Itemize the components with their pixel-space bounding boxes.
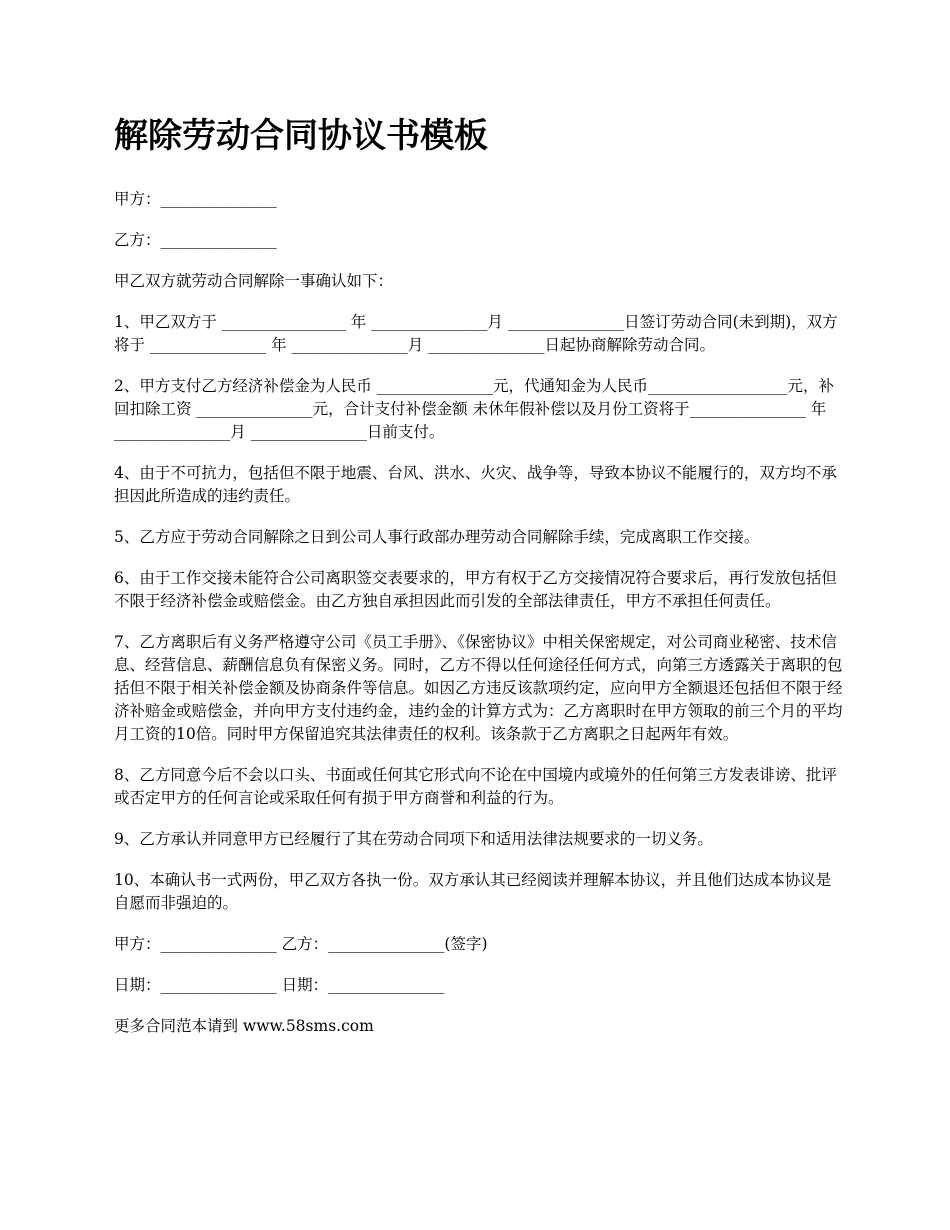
- signature-line: 甲方：_______________ 乙方：_______________(签字): [114, 935, 488, 953]
- date-line: 日期：_______________ 日期：_______________: [114, 976, 445, 994]
- clause-10: 10、本确认书一式两份，甲乙双方各执一份。双方承认其已经阅读并理解本协议，并且他们达成本协议是自愿而非强迫的。: [114, 871, 832, 912]
- party-b-line: 乙方：_______________: [114, 231, 277, 249]
- footer-link-text: 更多合同范本请到 www.58sms.com: [114, 1017, 374, 1035]
- intro-paragraph: 甲乙双方就劳动合同解除一事确认如下：: [114, 272, 394, 290]
- clause-1: 1、甲乙双方于 ________________ 年 _______________月 _______________日签订劳动合同(未到期)，双方将于 _______________ 年 _______________月 _______________日起协商解除劳动合同。: [114, 313, 838, 354]
- party-a-line: 甲方：_______________: [114, 190, 277, 208]
- document-title: 解除劳动合同协议书模板: [114, 116, 488, 156]
- clause-6: 6、由于工作交接未能符合公司离职签交表要求的，甲方有权于乙方交接情况符合要求后，再行发放包括但不限于经济补偿金或赔偿金。由乙方独自承担因此而引发的全部法律责任，甲方不承担任何责任。: [114, 569, 837, 610]
- clause-9: 9、乙方承认并同意甲方已经履行了其在劳动合同项下和适用法律法规要求的一切义务。: [114, 830, 713, 848]
- clause-7: 7、乙方离职后有义务严格遵守公司《员工手册》、《保密协议》中相关保密规定，对公司商业秘密、技术信息、经营信息、薪酬信息负有保密义务。同时，乙方不得以任何途径任何方式，向第三方透露关于离职的包括但不限于相关补偿金额及协商条件等信息。如因乙方违反该款项约定，应向甲方全额退还包括但不限于经济补赔金或赔偿金，并向甲方支付违约金，违约金的计算方式为：乙方离职时在甲方领取的前三个月的平均月工资的10倍。同时甲方保留追究其法律责任的权利。该条款于乙方离职之日起两年有效。: [114, 633, 843, 743]
- clause-5: 5、乙方应于劳动合同解除之日到公司人事行政部办理劳动合同解除手续，完成离职工作交接。: [114, 528, 760, 546]
- clause-2: 2、甲方支付乙方经济补偿金为人民币 _______________元，代通知金为人民币__________________元，补回扣除工资 _______________元，合计支付补偿金额 未休年假补偿以及月份工资将于_______________ 年 _______________月 _______________日前支付。: [114, 377, 835, 441]
- clause-4: 4、由于不可抗力，包括但不限于地震、台风、洪水、火灾、战争等，导致本协议不能履行的，双方均不承担因此所造成的违约责任。: [114, 464, 837, 505]
- document-page: [114, 112, 844, 1056]
- clause-8: 8、乙方同意今后不会以口头、书面或任何其它形式向不论在中国境内或境外的任何第三方发表诽谤、批评或否定甲方的任何言论或采取任何有损于甲方商誉和利益的行为。: [114, 766, 837, 807]
